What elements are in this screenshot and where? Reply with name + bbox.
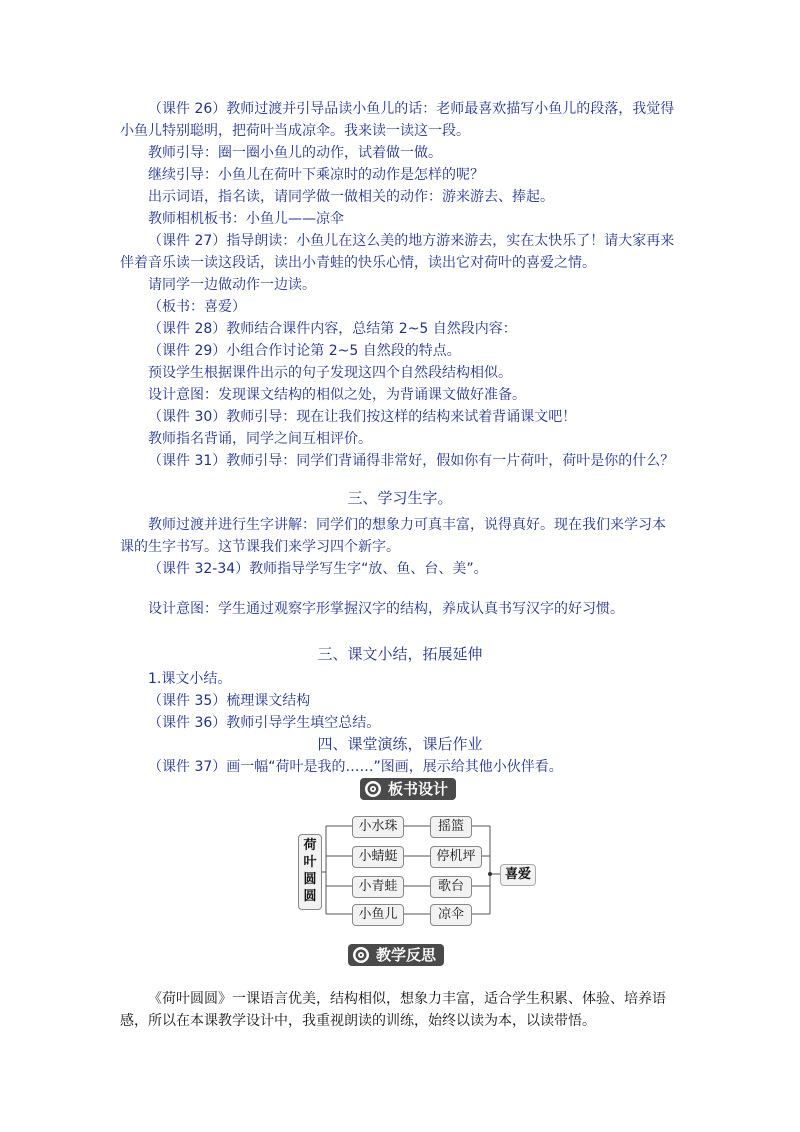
text-line: 1.课文小结。 <box>148 671 232 687</box>
text-line: （课件 36）教师引导学生填空总结。 <box>148 715 381 731</box>
text-line: 请同学一边做动作一边读。 <box>148 277 316 293</box>
board-left-item: 小蜻蜓 <box>352 846 404 868</box>
text-line: 教师引导：圈一圈小鱼儿的动作，试着做一做。 <box>148 145 442 161</box>
target-icon <box>364 780 382 798</box>
board-left-item: 小水珠 <box>352 816 404 838</box>
board-left-item: 小鱼儿 <box>352 904 404 926</box>
text-line: 设计意图：发现课文结构的相似之处，为背诵课文做好准备。 <box>148 387 526 403</box>
text-line: （课件 29）小组合作讨论第 2~5 自然段的特点。 <box>148 343 461 359</box>
text-line: 继续引导：小鱼儿在荷叶下乘凉时的动作是怎样的呢？ <box>148 167 484 183</box>
text-line: 教师相机板书：小鱼儿——凉伞 <box>148 211 344 227</box>
text-line: 伴着音乐读一读这段话，读出小青蛙的快乐心情，读出它对荷叶的喜爱之情。 <box>120 255 596 271</box>
text-line: 出示词语，指名读，请同学做一做相关的动作：游来游去、捧起。 <box>148 189 554 205</box>
text-line: （课件 35）梳理课文结构 <box>148 693 311 709</box>
text-line: 教师指名背诵，同学之间互相评价。 <box>148 431 372 447</box>
text-line: 小鱼儿特别聪明，把荷叶当成凉伞。我来读一读这一段。 <box>120 123 470 139</box>
section-tag-reflection <box>348 944 444 966</box>
section-tag-label: 板书设计 <box>388 780 449 798</box>
board-left-item: 小青蛙 <box>352 876 404 898</box>
board-root: 荷叶圆圆 <box>298 834 322 910</box>
board-right-item: 摇篮 <box>430 816 472 838</box>
text-line: 预设学生根据课件出示的句子发现这四个自然段结构相似。 <box>148 365 512 381</box>
section-heading: 三、课文小结，拓展延伸 <box>317 645 483 663</box>
text-line: 课的生字书写。这节课我们来学习四个新字。 <box>120 539 400 555</box>
text-line: （课件 27）指导朗读：小鱼儿在这么美的地方游来游去，实在太快乐了！请大家再来 <box>148 233 675 249</box>
section-heading: 三、学习生字。 <box>347 489 453 507</box>
board-right-item: 歌台 <box>430 876 472 898</box>
target-icon <box>352 946 370 964</box>
text-line: （课件 28）教师结合课件内容，总结第 2~5 自然段内容： <box>148 321 517 337</box>
text-line: （课件 30）教师引导：现在让我们按这样的结构来试着背诵课文吧！ <box>148 409 577 425</box>
text-line: 设计意图：学生通过观察字形掌握汉字的结构，养成认真书写汉字的好习惯。 <box>148 601 624 617</box>
text-line: （课件 31）教师引导：同学们背诵得非常好，假如你有一片荷叶，荷叶是你的什么？ <box>148 453 675 469</box>
board-right-item: 停机坪 <box>430 846 482 868</box>
text-line: （板书：喜爱） <box>148 299 246 315</box>
text-line: （课件 32-34）教师指导学写生字“放、鱼、台、美”。 <box>148 561 488 577</box>
reflection-line: 《荷叶圆圆》一课语言优美，结构相似，想象力丰富，适合学生积累、体验、培养语 <box>148 991 666 1007</box>
section-tag-board <box>360 778 456 800</box>
section-heading: 四、课堂演练，课后作业 <box>317 735 483 753</box>
text-line: 教师过渡并进行生字讲解：同学们的想象力可真丰富，说得真好。现在我们来学习本 <box>148 517 666 533</box>
board-summary: 喜爱 <box>500 864 536 886</box>
text-line: （课件 37）画一幅“荷叶是我的……”图画，展示给其他小伙伴看。 <box>148 759 563 775</box>
text-line: （课件 26）教师过渡并引导品读小鱼儿的话：老师最喜欢描写小鱼儿的段落，我觉得 <box>148 101 675 117</box>
board-right-item: 凉伞 <box>430 904 472 926</box>
reflection-line: 感，所以在本课教学设计中，我重视朗读的训练，始终以读为本，以读带悟。 <box>120 1013 596 1029</box>
section-tag-label: 教学反思 <box>376 946 437 964</box>
